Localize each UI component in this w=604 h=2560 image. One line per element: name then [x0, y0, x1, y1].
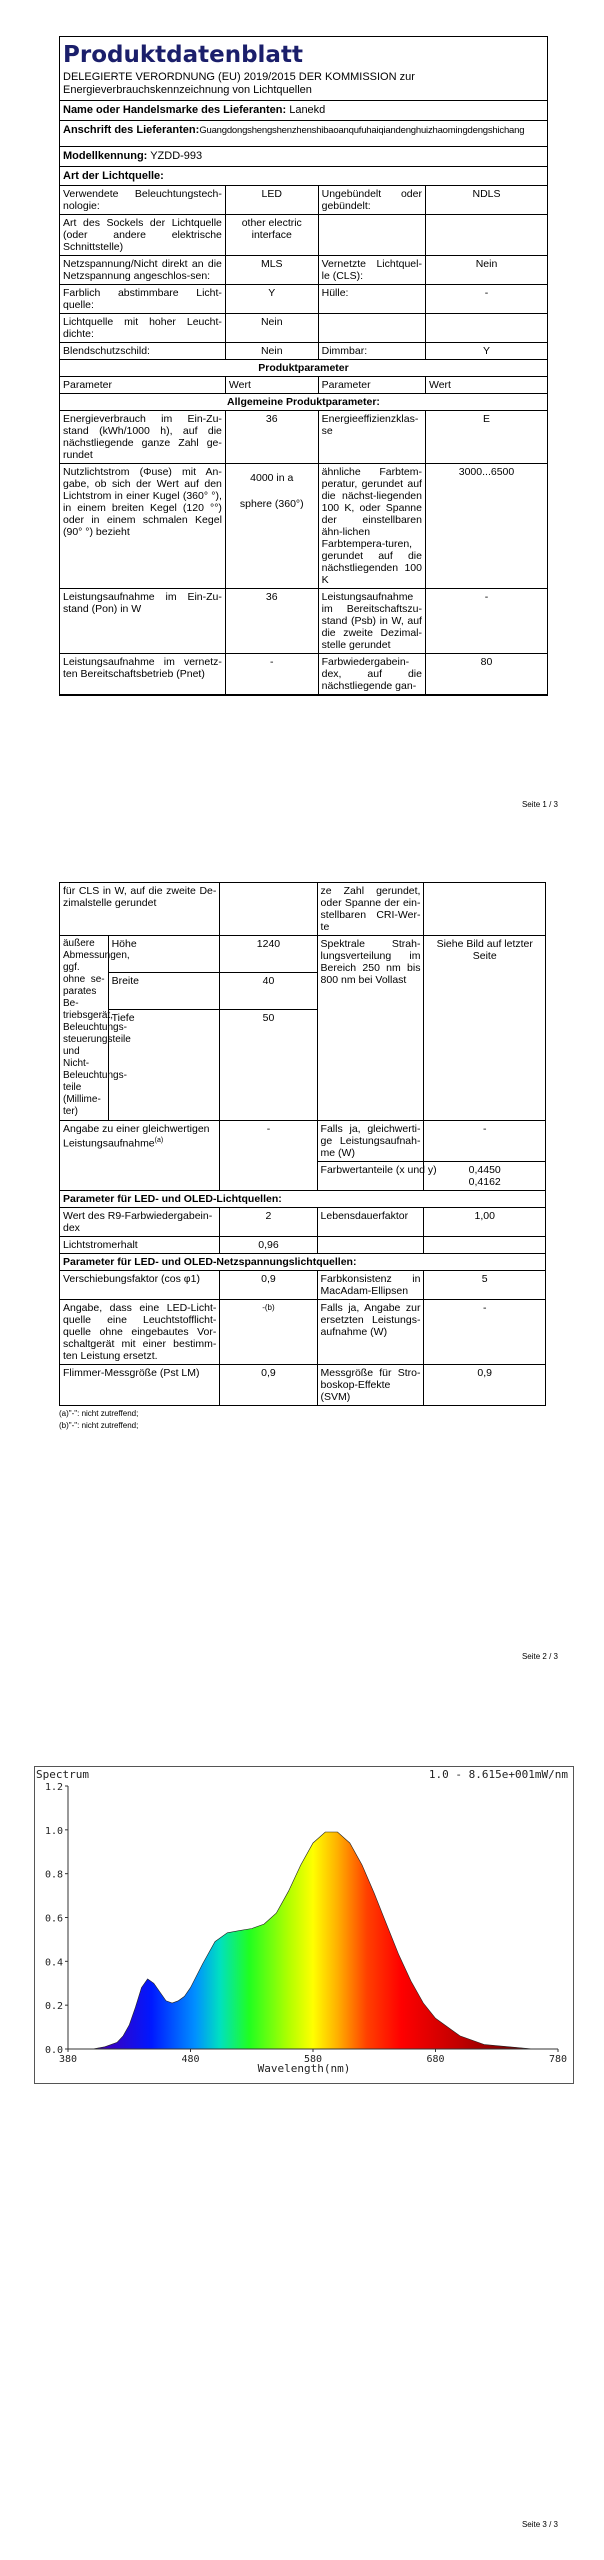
datasheet-page-1: [59, 36, 548, 696]
equivalent-power-label: Angabe zu einer gleichwertigen Leistungsaufnahme: [63, 1123, 210, 1150]
lightsource-type-label: Art der Lichtquelle:: [60, 166, 547, 186]
x-tick-label: 380: [58, 2054, 78, 2065]
param-value: Nein: [225, 343, 318, 360]
supplier-name-label: Name oder Handelsmarke des Lieferanten:: [63, 104, 287, 116]
table-row: [60, 464, 548, 589]
chroma-x-value: 0,4450: [468, 1164, 501, 1176]
y-tick-label: 0.2: [44, 2001, 63, 2013]
param-label: Messgröße für Stro-boskop-Effekte (SVM): [317, 1365, 424, 1406]
param-label: ze Zahl gerundet, oder Spanne der ein-stellbaren CRI-Wer-te: [317, 883, 424, 936]
param-label: Leistungsaufnahme im Bereitschaftszu-stand (Psb) in W, auf die zweite Dezimal-stelle gerundet: [318, 589, 425, 654]
spectrum-svg: [34, 1766, 574, 2084]
footnote-ref: (a): [154, 1137, 164, 1144]
param-value: -: [424, 1121, 546, 1162]
param-value: MLS: [225, 256, 318, 285]
param-value: 36: [225, 411, 318, 464]
footnote-b: (b)"-": nicht zutreffend;: [59, 1421, 139, 1430]
supplier-name-line: [60, 100, 547, 120]
column-header: Wert: [225, 377, 318, 394]
param-value: -: [424, 1300, 546, 1365]
param-label: Vernetzte Lichtquel-le (CLS):: [318, 256, 425, 285]
page-title: Produktdatenblatt: [63, 42, 303, 68]
param-value: 3000...6500: [425, 464, 547, 589]
y-tick-label: 1.0: [44, 1825, 63, 1837]
chart-annotation: 1.0 - 8.615e+001mW/nm: [428, 1768, 568, 1781]
section-row: [60, 394, 548, 411]
param-value: [424, 1237, 546, 1254]
mains-params-title: Parameter für LED- und OLED-Netzspannungslichtquellen:: [60, 1254, 546, 1271]
param-value: Y: [225, 285, 318, 314]
param-label: Lichtquelle mit hoher Leucht-dichte:: [60, 314, 226, 343]
y-tick-label: 1.2: [44, 1782, 63, 1793]
param-label: Falls ja, Angabe zur ersetzten Leistungs-aufnahme (W): [317, 1300, 424, 1365]
supplier-name: Lanekd: [289, 104, 326, 116]
param-value: Nein: [225, 314, 318, 343]
param-label: Verschiebungsfaktor (cos φ1): [60, 1271, 220, 1300]
y-tick-label: 0.0: [44, 2045, 63, 2056]
param-label: Ungebündelt oder gebündelt:: [318, 186, 425, 215]
supplier-address-line: [60, 120, 547, 140]
x-tick-label: 580: [303, 2054, 323, 2065]
param-label: Falls ja, gleichwerti-ge Leistungsaufnah-me (W): [317, 1121, 424, 1162]
param-value: 2: [220, 1208, 317, 1237]
param-label: Farbwiedergabein-dex, auf die nächstliegende gan-: [318, 654, 425, 695]
param-value: [424, 883, 546, 936]
param-value: Nein: [425, 256, 547, 285]
section-row: [60, 1191, 546, 1208]
table-row: [60, 1300, 546, 1365]
x-axis-label: Wavelength(nm): [257, 2062, 351, 2075]
param-value: 0,9: [220, 1365, 317, 1406]
param-label: Farblich abstimmbare Licht-quelle:: [60, 285, 226, 314]
regulation-text: DELEGIERTE VERORDNUNG (EU) 2019/2015 DER KOMMISSION zur Energieverbrauchskennzeichnung von Lichtquellen: [63, 71, 415, 96]
param-value: [424, 1162, 546, 1191]
table-row: [60, 589, 548, 654]
param-label: Leistungsaufnahme im vernetz-ten Bereitschaftsbetrieb (Pnet): [60, 654, 226, 695]
param-label: Leistungsaufnahme im Ein-Zu-stand (Pon) in W: [60, 589, 226, 654]
dimensions-label: äußere Abmessungen, ggf. ohne se-parates Be-triebsgerät, Beleuchtungs-steuerungsteile und Nicht-Beleuchtungs-teile (Millime-ter): [60, 936, 109, 1121]
param-label: Farbkonsistenz in MacAdam-Ellipsen: [317, 1271, 424, 1300]
column-header: Parameter: [60, 377, 226, 394]
x-tick-label: 780: [548, 2054, 568, 2065]
page-2: [0, 860, 604, 1710]
param-value: 0,96: [220, 1237, 317, 1254]
param-label: [318, 215, 425, 256]
param-value: [220, 883, 317, 936]
page-number: Seite 3 / 3: [521, 2520, 558, 2529]
dimension-name: Breite: [108, 973, 220, 1010]
param-label: Lebensdauerfaktor: [317, 1208, 424, 1237]
led-params-title: Parameter für LED- und OLED-Lichtquellen:: [60, 1191, 546, 1208]
param-value: 5: [424, 1271, 546, 1300]
dimension-value: 1240: [220, 936, 317, 973]
param-value: other electric interface: [225, 215, 318, 256]
model-value: YZDD-993: [150, 150, 203, 162]
y-tick-label: 0.4: [44, 1957, 63, 1969]
x-tick-label: 680: [426, 2054, 445, 2065]
table-row: [60, 186, 548, 215]
table-row: [60, 1121, 546, 1162]
spectrum-chart: [34, 1766, 574, 2084]
y-tick-label: 0.8: [44, 1869, 63, 1881]
column-header: Parameter: [318, 377, 425, 394]
param-value: [225, 464, 318, 589]
parameters-table-continued: [59, 882, 546, 1406]
param-label: Dimmbar:: [318, 343, 425, 360]
param-value: -: [425, 285, 547, 314]
param-label: Netzspannung/Nicht direkt an die Netzspannung angeschlos-sen:: [60, 256, 226, 285]
param-label: Angabe, dass eine LED-Licht-quelle eine Leuchtstofflicht-quelle ohne eingebautes Vor-schaltgerät mit einer bestimm-ten Leistung ersetzt.: [60, 1300, 220, 1365]
param-label: Art des Sockels der Lichtquelle (oder andere elektrische Schnittstelle): [60, 215, 226, 256]
produktparameter-title: Produktparameter: [60, 360, 548, 377]
column-header: Wert: [425, 377, 547, 394]
table-row: [60, 285, 548, 314]
param-value: LED: [225, 186, 318, 215]
param-label: Energieeffizienzklas-se: [318, 411, 425, 464]
param-label: ähnliche Farbtem-peratur, gerundet auf die nächst-liegenden 100 K, oder Spanne der einstellbaren ähn-lichen Farbtempera-turen, gerundet auf die nächstliegenden 100 K: [318, 464, 425, 589]
page-number: Seite 2 / 3: [521, 1652, 558, 1661]
param-value: 0,9: [424, 1365, 546, 1406]
model-label: Modellkennung:: [63, 150, 148, 162]
param-value: -: [225, 654, 318, 695]
table-row: [60, 1271, 546, 1300]
param-value: [425, 314, 547, 343]
param-label: Farbwertanteile (x und y): [317, 1162, 424, 1191]
spectral-label: Spektrale Strah-lungsverteilung im Bereich 250 nm bis 800 nm bei Vollast: [317, 936, 424, 1121]
param-label: [318, 314, 425, 343]
param-label: Blendschutzschild:: [60, 343, 226, 360]
param-value: NDLS: [425, 186, 547, 215]
table-row: [60, 411, 548, 464]
param-label: [60, 1121, 220, 1191]
table-row: [60, 343, 548, 360]
param-label: Hülle:: [318, 285, 425, 314]
param-value: E: [425, 411, 547, 464]
param-label: für CLS in W, auf die zweite De-zimalstelle gerundet: [60, 883, 220, 936]
luminous-flux-value: 4000 in a: [250, 472, 294, 484]
section-row: [60, 1254, 546, 1271]
param-label: Verwendete Beleuchtungstech-nologie:: [60, 186, 226, 215]
dimension-value: 40: [220, 973, 317, 1010]
param-label: Lichtstromerhalt: [60, 1237, 220, 1254]
x-tick-label: 480: [181, 2054, 200, 2065]
model-line: [60, 146, 547, 166]
table-row: [60, 1237, 546, 1254]
table-row: [60, 215, 548, 256]
param-label: [317, 1237, 424, 1254]
table-row: [60, 936, 546, 973]
spectral-value: Siehe Bild auf letzter Seite: [424, 936, 546, 1121]
chart-title: Spectrum: [36, 1768, 89, 1781]
param-label: Nutzlichtstrom (Φuse) mit An-gabe, ob sich der Wert auf den Lichtstrom in einer Kugel (360° °), in einem breiten Kegel (120 °°) oder in einem schmalen Kegel (90° °) bezieht: [60, 464, 226, 589]
supplier-address-label: Anschrift des Lieferanten:: [63, 124, 200, 136]
param-value: -: [220, 1121, 317, 1191]
param-label: Flimmer-Messgröße (Pst LM): [60, 1365, 220, 1406]
param-value: Y: [425, 343, 547, 360]
table-row: [60, 654, 548, 695]
table-row: [60, 1365, 546, 1406]
table-row: [60, 1208, 546, 1237]
param-value: 1,00: [424, 1208, 546, 1237]
table-row: [60, 883, 546, 936]
dimension-name: Höhe: [108, 936, 220, 973]
param-label: Energieverbrauch im Ein-Zu-stand (kWh/1000 h), auf die nächstliegende ganze Zahl ge-rundet: [60, 411, 226, 464]
y-tick-label: 0.6: [44, 1913, 63, 1925]
param-label: Wert des R9-Farbwiedergabein-dex: [60, 1208, 220, 1237]
table-row: [60, 314, 548, 343]
param-value: 0,9: [220, 1271, 317, 1300]
lightsource-table: [59, 185, 548, 695]
supplier-address: Guangdongshengshenzhenshibaoanqufuhaiqiandenghuizhaomingdengshichang: [199, 125, 525, 136]
footnote-a: (a)"-": nicht zutreffend;: [59, 1409, 139, 1418]
chroma-y-value: 0,4162: [468, 1176, 501, 1188]
section-row: [60, 360, 548, 377]
param-value: -(b): [220, 1300, 317, 1365]
param-value: -: [425, 589, 547, 654]
table-row: [60, 256, 548, 285]
header-row: [60, 377, 548, 394]
page-number: Seite 1 / 3: [521, 800, 558, 809]
dimension-value: 50: [220, 1010, 317, 1121]
luminous-flux-unit: sphere (360°): [239, 498, 304, 510]
param-value: 80: [425, 654, 547, 695]
dimension-name: Tiefe: [108, 1010, 220, 1121]
datasheet-page-2: [59, 882, 546, 1432]
page-1: [0, 0, 604, 860]
general-params-title: Allgemeine Produktparameter:: [60, 394, 548, 411]
param-value: [425, 215, 547, 256]
param-value: 36: [225, 589, 318, 654]
